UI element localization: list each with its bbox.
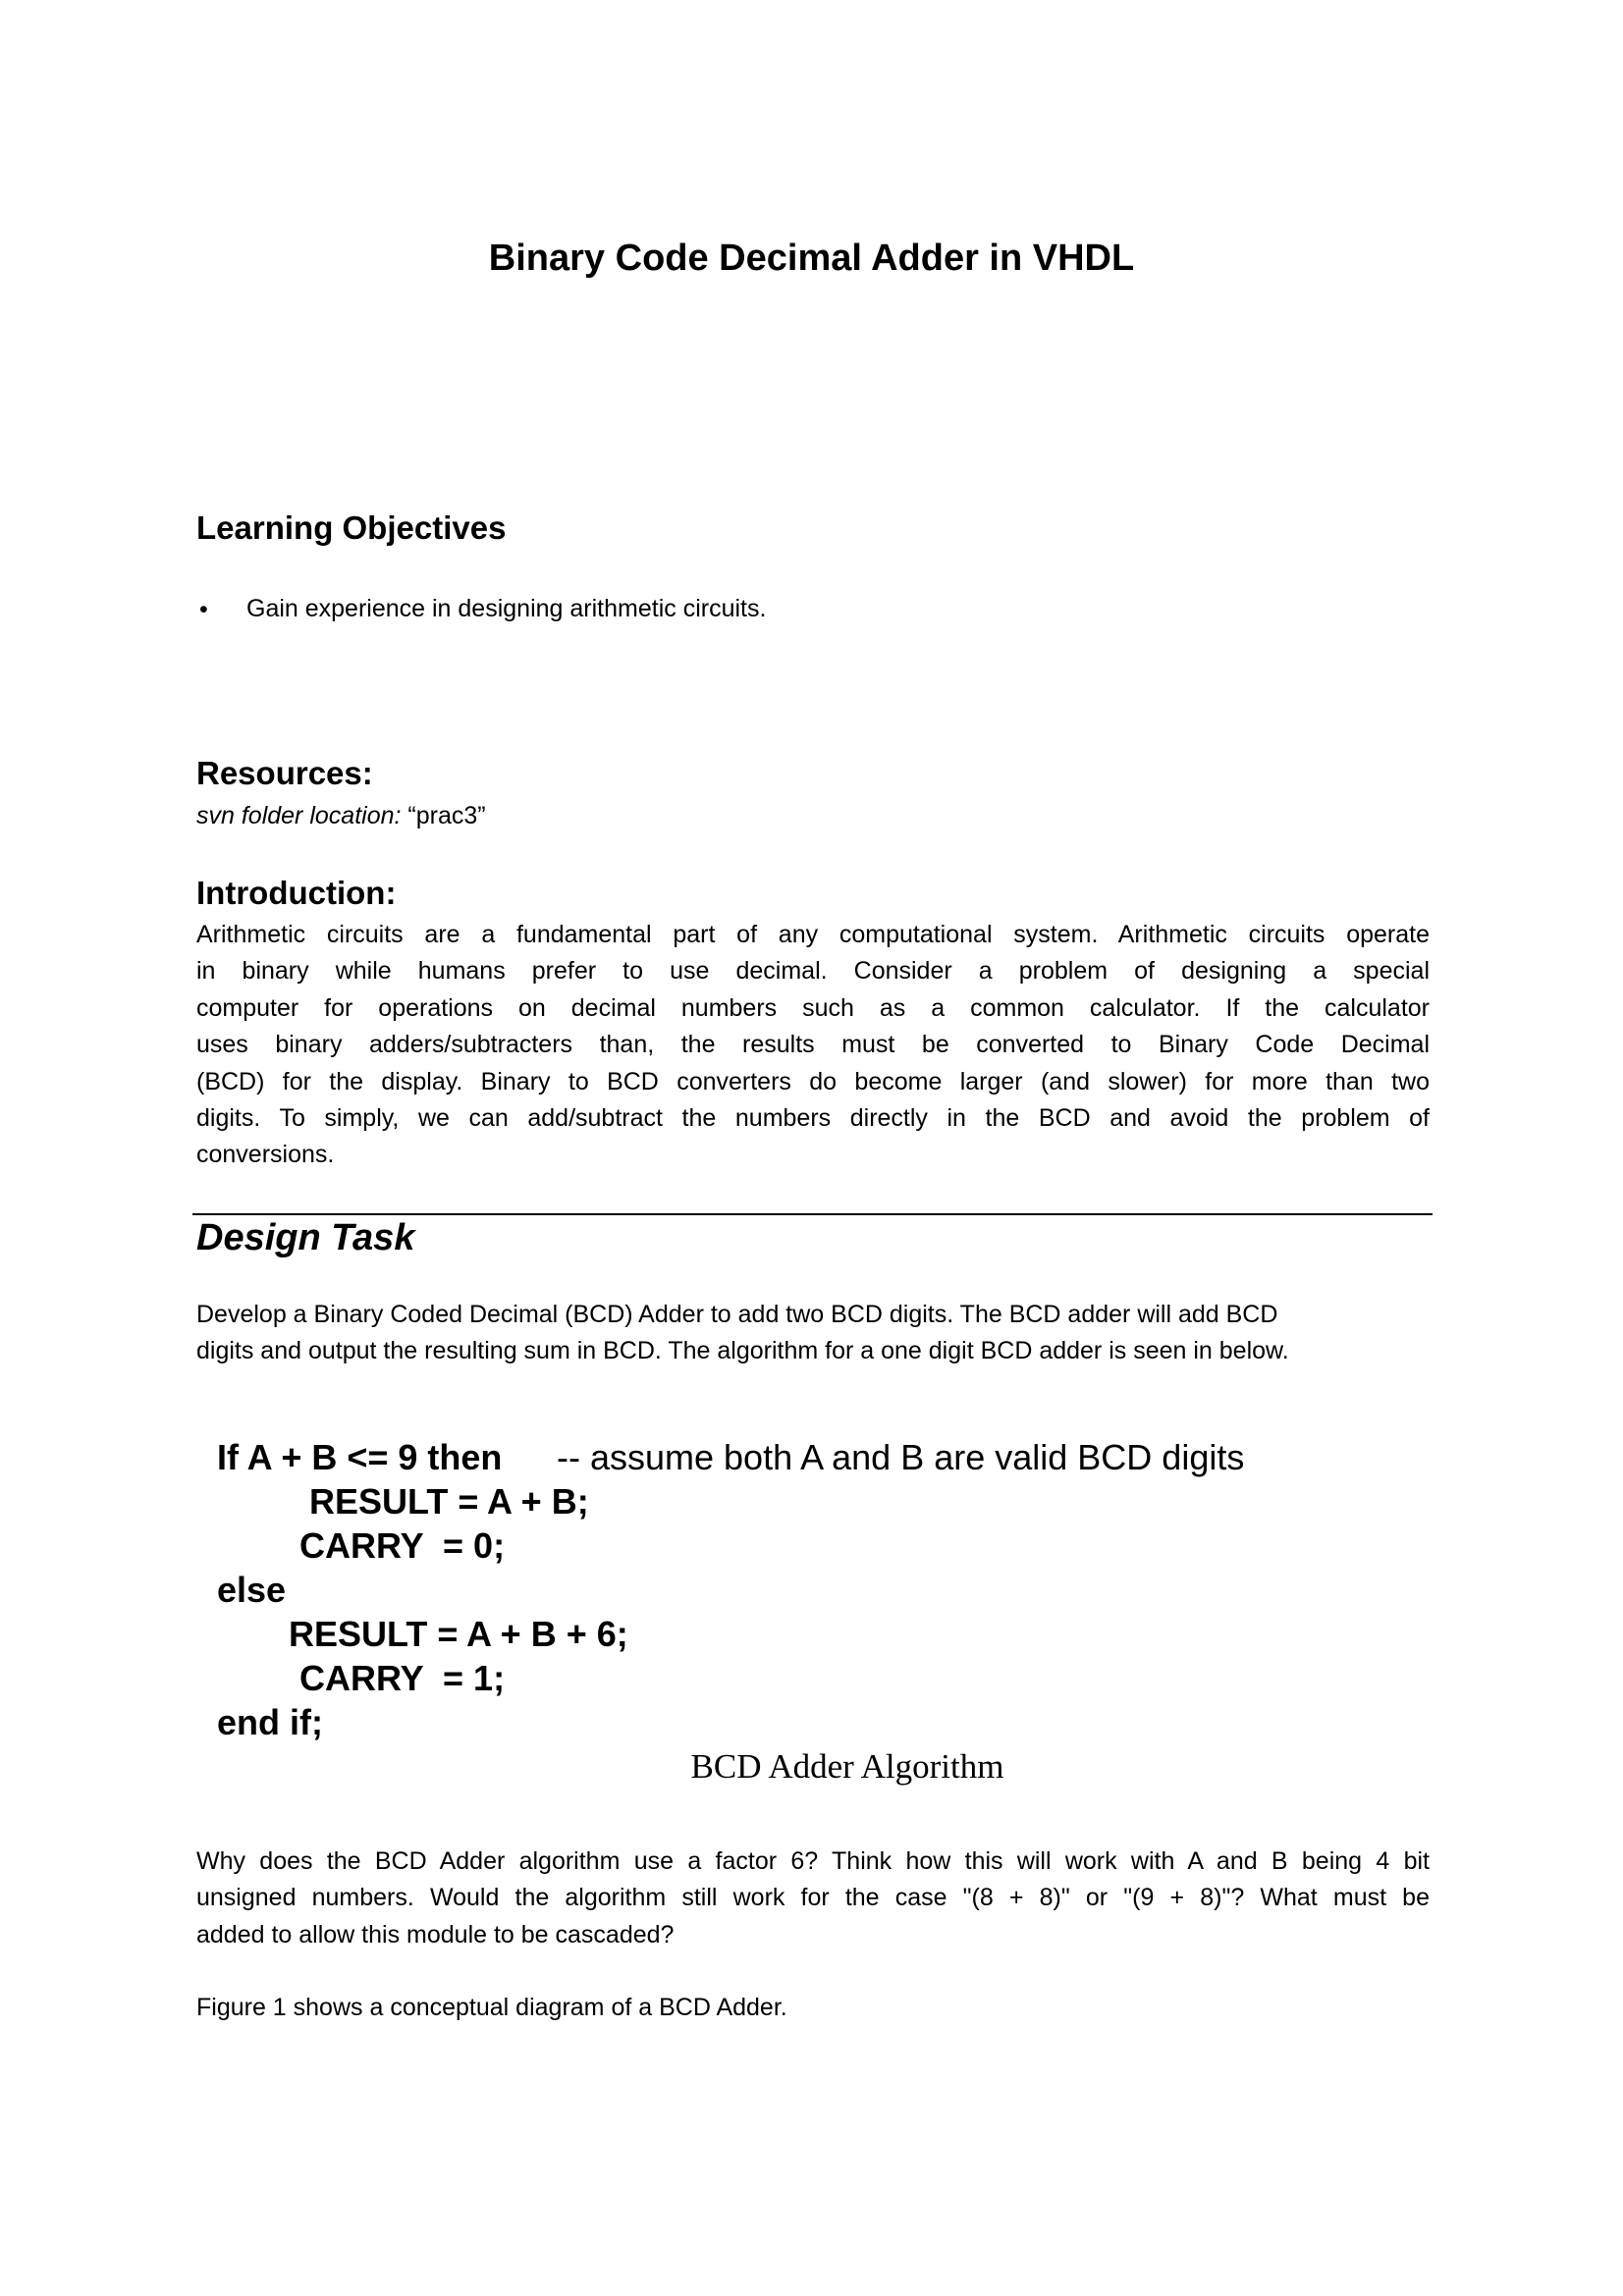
svn-label: svn folder location: — [196, 802, 402, 829]
svn-value: “prac3” — [401, 802, 486, 829]
question-line: Why does the BCD Adder algorithm use a factor 6? Think how this will work with A and B being 4 bit — [196, 1847, 1430, 1875]
intro-line: uses binary adders/subtracters than, the results must be converted to Binary Code Decimal — [196, 1031, 1430, 1059]
design-task-heading: Design Task — [196, 1217, 415, 1258]
algorithm-line-result: RESULT = A + B + 6; — [289, 1614, 628, 1654]
intro-line: in binary while humans prefer to use decimal. Consider a problem of designing a special — [196, 957, 1430, 986]
bullet-icon: • — [199, 596, 208, 623]
svn-location — [196, 798, 486, 834]
intro-line: computer for operations on decimal numbers such as a common calculator. If the calculator — [196, 993, 1430, 1022]
question-paragraph — [196, 1843, 1430, 1953]
figure-reference: Figure 1 shows a conceptual diagram of a BCD Adder. — [196, 1994, 787, 2021]
algorithm-comment: -- assume both A and B are valid BCD digits — [557, 1437, 1245, 1477]
algorithm-line-endif: end if; — [217, 1702, 323, 1742]
intro-line: digits. To simply, we can add/subtract the numbers directly in the BCD and avoid the problem of — [196, 1103, 1430, 1132]
learning-objectives-heading: Learning Objectives — [196, 509, 507, 546]
algorithm-line-if — [217, 1435, 502, 1479]
intro-line: (BCD) for the display. Binary to BCD converters do become larger (and slower) for more than two — [196, 1067, 1430, 1095]
intro-line: conversions. — [196, 1141, 335, 1169]
introduction-paragraph — [196, 917, 1430, 1174]
design-task-paragraph — [196, 1297, 1430, 1370]
algorithm-line-carry: CARRY = 1; — [299, 1658, 506, 1698]
section-divider — [192, 1213, 1433, 1215]
design-line: Develop a Binary Coded Decimal (BCD) Adder to add two BCD digits. The BCD adder will add BCD — [196, 1301, 1278, 1328]
intro-line: Arithmetic circuits are a fundamental part of any computational system. Arithmetic circuits operate — [196, 921, 1430, 948]
objective-item: Gain experience in designing arithmetic circuits. — [246, 595, 767, 622]
algorithm-line-result: RESULT = A + B; — [309, 1481, 589, 1522]
algorithm-line-else: else — [217, 1570, 287, 1610]
algorithm-caption: BCD Adder Algorithm — [690, 1747, 1004, 1786]
resources-heading: Resources: — [196, 755, 373, 791]
algorithm-line-carry: CARRY = 0; — [299, 1525, 506, 1566]
document-title: Binary Code Decimal Adder in VHDL — [488, 238, 1135, 279]
design-line: digits and output the resulting sum in BCD. The algorithm for a one digit BCD adder is seen in below. — [196, 1337, 1289, 1365]
question-line: unsigned numbers. Would the algorithm still work for the case "(8 + 8)" or "(9 + 8)"? What must be — [196, 1884, 1430, 1912]
algorithm-condition: If A + B <= 9 then — [217, 1437, 503, 1477]
question-line: added to allow this module to be cascaded? — [196, 1920, 675, 1949]
introduction-heading: Introduction: — [196, 875, 397, 911]
